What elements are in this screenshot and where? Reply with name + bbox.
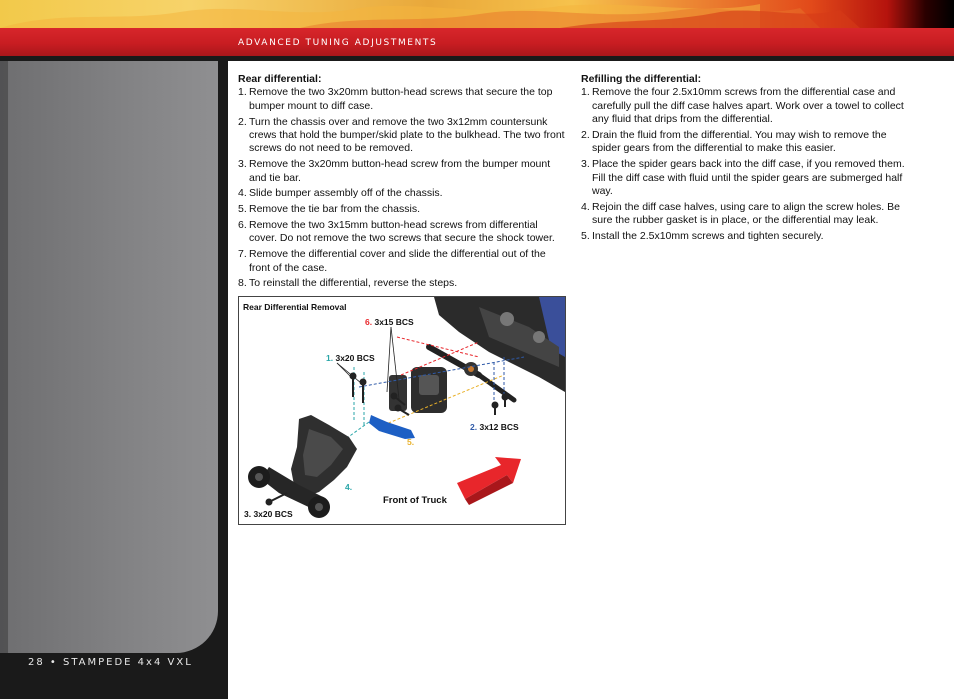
header-flame-banner <box>0 0 954 28</box>
callout-5: 5. <box>407 437 415 447</box>
callout-6: 6. 3x15 BCS <box>365 317 414 327</box>
front-of-truck-label: Front of Truck <box>383 495 447 506</box>
section-header-bar <box>0 28 954 56</box>
rear-differential-heading: Rear differential: <box>238 73 322 85</box>
rear-differential-removal-figure <box>238 296 566 525</box>
refilling-differential-steps <box>581 86 911 243</box>
list-item: 4. Slide bumper assembly off of the chassis. <box>238 187 443 200</box>
bumper-assembly <box>248 415 357 518</box>
list-item: 5. Remove the tie bar from the chassis. <box>238 203 420 216</box>
flame-graphic <box>0 0 954 28</box>
list-item: 3. Remove the 3x20mm button-head screw from the bumper mount and tie bar. <box>238 158 551 184</box>
list-item: 4. Rejoin the diff case halves, using care to align the screw holes. Be sure the rubber gasket is in place, or the differential may leak. <box>581 200 900 227</box>
list-item: 1. Remove the two 3x20mm button-head screws that secure the top bumper mount to diff case. <box>238 86 553 112</box>
exploded-view-illustration <box>239 297 565 524</box>
tie-bar <box>369 415 415 439</box>
sidebar-panel <box>0 61 218 653</box>
sidebar-edge-shade <box>0 61 8 653</box>
list-item: 8. To reinstall the differential, reverse the steps. <box>238 277 458 290</box>
callout-3: 3. 3x20 BCS <box>244 509 293 519</box>
list-item: 5. Install the 2.5x10mm screws and tighten securely. <box>581 230 824 243</box>
list-item: 6. Remove the two 3x15mm button-head screws from differential cover. Do not remove the two screws that secure the shock tower. <box>238 219 555 245</box>
figure-title: Rear Differential Removal <box>243 302 347 312</box>
rear-differential-steps <box>238 86 568 290</box>
list-item: 7. Remove the differential cover and slide the differential out of the front of the case. <box>238 248 546 274</box>
refilling-differential-section <box>581 73 911 246</box>
callout-4: 4. <box>345 482 353 492</box>
front-arrow-icon <box>457 457 521 505</box>
chassis-assembly <box>434 297 565 392</box>
list-item: 2. Drain the fluid from the differential. You may wish to remove the spider gears from the differential to make this easier. <box>581 129 887 155</box>
sidebar <box>0 61 228 699</box>
refilling-differential-heading: Refilling the differential: <box>581 73 702 85</box>
rear-differential-section <box>238 73 568 293</box>
callout-1: 1. 3x20 BCS <box>326 353 375 363</box>
callout-2: 2. 3x12 BCS <box>470 422 519 432</box>
section-title: ADVANCED TUNING ADJUSTMENTS <box>238 38 438 48</box>
list-item: 1. Remove the four 2.5x10mm screws from the differential case and carefully pull the diff case halves apart. Work over a towel to collect any fluid that drips from the differential. <box>581 86 904 126</box>
page-footer: 28 • STAMPEDE 4x4 VXL <box>28 657 193 668</box>
list-item: 2. Turn the chassis over and remove the two 3x12mm countersunk crews that hold the bumper/skid plate to the bulkhead. The two front screws do not need to be removed. <box>238 115 565 155</box>
list-item: 3. Place the spider gears back into the diff case, if you removed them. Fill the diff case with fluid until the spider gears are submerged half way. <box>581 158 905 198</box>
